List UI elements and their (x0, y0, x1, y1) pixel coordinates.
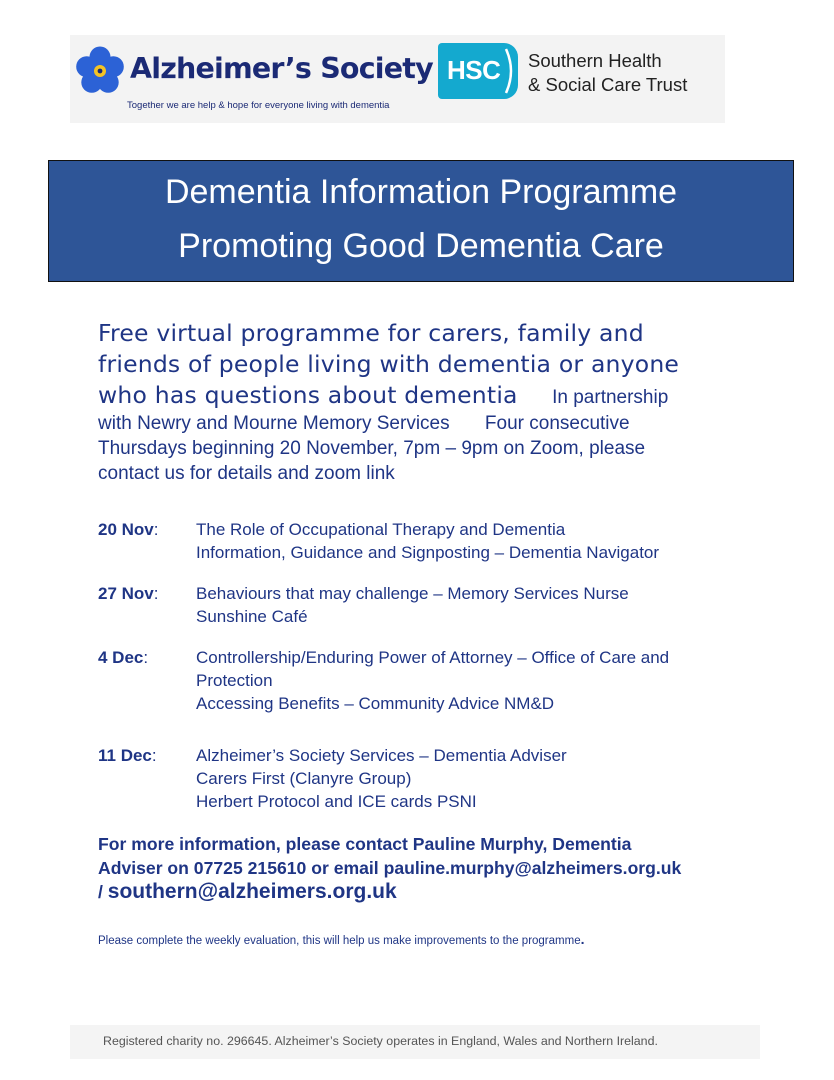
contact-info (98, 832, 758, 904)
evaluation-dot: . (580, 931, 585, 947)
banner-subtitle: Promoting Good Dementia Care (178, 227, 664, 265)
intro-line-2: friends of people living with dementia or anyone (98, 350, 680, 378)
schedule-session: Carers First (Clanyre Group) (196, 769, 412, 788)
contact-line-2: Adviser on 07725 215610 or email pauline.murphy@alzheimers.org.uk (98, 858, 682, 878)
contact-line-1: For more information, please contact Pauline Murphy, Dementia (98, 834, 632, 854)
alzheimers-society-tagline: Together we are help & hope for everyone living with dementia (127, 100, 390, 111)
contact-email-southern: southern@alzheimers.org.uk (107, 880, 397, 903)
alzheimers-society-wordmark: Alzheimer’s Society (130, 52, 433, 85)
forget-me-not-flower-icon (75, 46, 125, 96)
intro-line-6: contact us for details and zoom link (98, 463, 395, 484)
schedule-date-label: 27 Nov (98, 584, 154, 603)
intro-line-5: Thursdays beginning 20 November, 7pm – 9pm on Zoom, please (98, 438, 646, 459)
trust-name-line-1: Southern Health (528, 50, 662, 71)
schedule-session: Behaviours that may challenge – Memory Services Nurse (196, 584, 629, 603)
schedule-date-label: 4 Dec (98, 648, 144, 667)
schedule-date-colon: : (153, 520, 159, 539)
trust-name-line-2: & Social Care Trust (528, 74, 688, 95)
charity-footer: Registered charity no. 296645. Alzheimer’s Society operates in England, Wales and Northern Ireland. (103, 1034, 658, 1048)
contact-separator: / (98, 882, 108, 902)
evaluation-note (98, 931, 584, 947)
schedule-sessions (196, 646, 741, 715)
schedule-session: Sunshine Café (196, 607, 308, 626)
intro-line-1: Free virtual programme for carers, family and (98, 319, 644, 347)
schedule-sessions (196, 518, 741, 564)
banner-title: Dementia Information Programme (164, 173, 678, 211)
schedule-session: The Role of Occupational Therapy and Dementia (196, 520, 566, 539)
schedule-date (98, 582, 158, 605)
intro-partnership-start: In partnership (552, 387, 669, 408)
hsc-logo (438, 43, 518, 99)
intro-line-3 (98, 380, 738, 411)
intro-line-3-start: who has questions about dementia (98, 381, 518, 409)
schedule-date (98, 518, 158, 541)
contact-line-3 (98, 880, 758, 904)
evaluation-text: Please complete the weekly evaluation, this will help us make improvements to the programme (98, 935, 581, 947)
schedule-date-label: 11 Dec (98, 746, 152, 765)
schedule-date (98, 744, 157, 767)
alzheimers-society-logo (75, 44, 433, 119)
schedule-date-label: 20 Nov (98, 520, 154, 539)
schedule-sessions (196, 744, 741, 813)
schedule-sessions (196, 582, 741, 628)
intro-paragraph (98, 318, 738, 486)
title-banner (48, 160, 794, 282)
schedule-session: Alzheimer’s Society Services – Dementia Adviser (196, 746, 567, 765)
intro-four-consecutive: Four consecutive (484, 413, 630, 434)
intro-memory-services: with Newry and Mourne Memory Services (98, 413, 450, 434)
hsc-logo-mark: HSC (447, 55, 501, 85)
schedule-session: Information, Guidance and Signposting – Dementia Navigator (196, 543, 660, 562)
schedule-session: Accessing Benefits – Community Advice NM&D (196, 694, 555, 713)
schedule-session: Herbert Protocol and ICE cards PSNI (196, 792, 477, 811)
schedule-date-colon: : (143, 648, 149, 667)
schedule-date-colon: : (151, 746, 157, 765)
intro-line-4 (98, 411, 738, 436)
schedule-date-colon: : (153, 584, 159, 603)
hsc-curve-icon (504, 47, 514, 95)
schedule-date (98, 646, 148, 669)
schedule-session: Controllership/Enduring Power of Attorney – Office of Care and Protection (196, 648, 670, 690)
trust-name (528, 49, 728, 97)
